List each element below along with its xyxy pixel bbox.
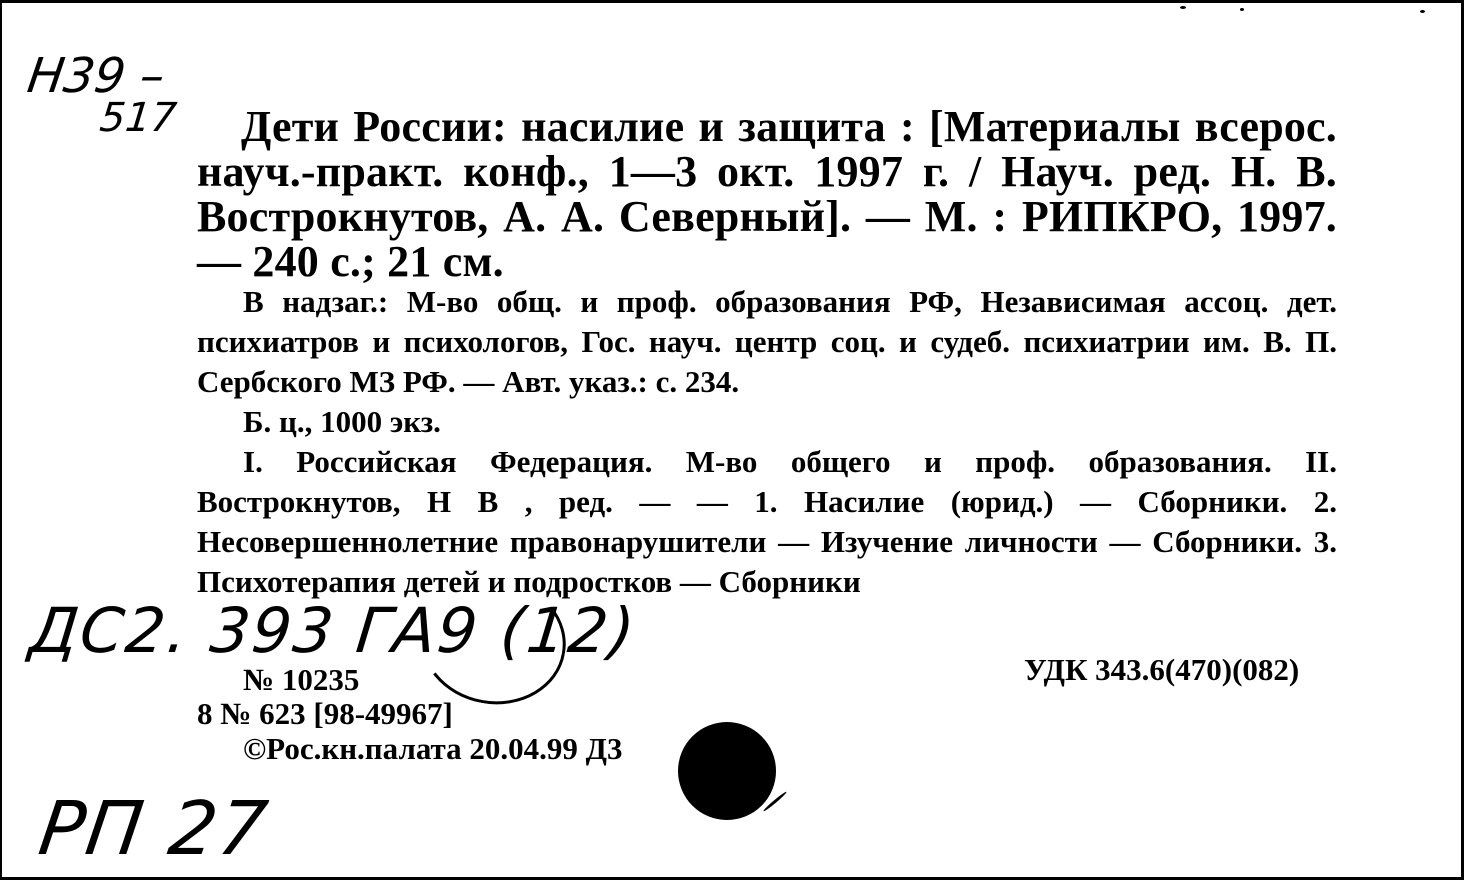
handwritten-code-line1: Н39 – — [24, 48, 169, 104]
notes-block — [197, 282, 1337, 602]
speck-2 — [1240, 8, 1244, 11]
speck-1 — [1180, 6, 1186, 9]
inventory-number-1: № 10235 — [243, 662, 360, 697]
copyright-line: ©Рос.кн.палата 20.04.99 Д3 — [243, 731, 623, 766]
udk-code: УДК 343.6(470)(082) — [1024, 652, 1300, 687]
bibliographic-description — [197, 104, 1337, 284]
note-price: Б. ц., 1000 экз. — [243, 404, 441, 439]
handwritten-bottom-mark: РП 27 — [33, 786, 274, 872]
handwritten-code-line2: 517 — [97, 95, 179, 141]
inventory-number-2: 8 № 623 [98-49967] — [197, 696, 453, 731]
card-border-top — [0, 0, 1464, 3]
main-entry-text: Дети России: насилие и защита : [Материалы всерос. науч.-практ. конф., 1—3 окт. 1997 г. / Науч. ред. Н. В. Вострокнутов, А. А. Северный]. — М. : РИПКРО, 1997. — 240 с.; 21 см. — [197, 102, 1337, 286]
note-header: В надзаг.: М-во общ. и проф. образования РФ, Независимая ассоц. дет. психиатров и психологов, Гос. науч. центр соц. и судеб. психиатрии им. В. П. Сербского МЗ РФ. — Авт. указ.: с. 234. — [197, 284, 1337, 399]
speck-3 — [1420, 10, 1425, 13]
note-subjects: I. Российская Федерация. М-во общего и проф. образования. II. Вострокнутов, Н В , ред. — — 1. Насилие (юрид.) — Сборники. 2. Несовершеннолетние правонарушители — Изучение личности — Сборники. 3. Психотерапия детей и подростков — Сборники — [197, 444, 1337, 599]
card-punch-hole — [678, 722, 776, 820]
handwritten-shelf-mark: ДС2. 393 ГА9 (12) — [26, 594, 640, 667]
card-border-left — [0, 0, 2, 880]
